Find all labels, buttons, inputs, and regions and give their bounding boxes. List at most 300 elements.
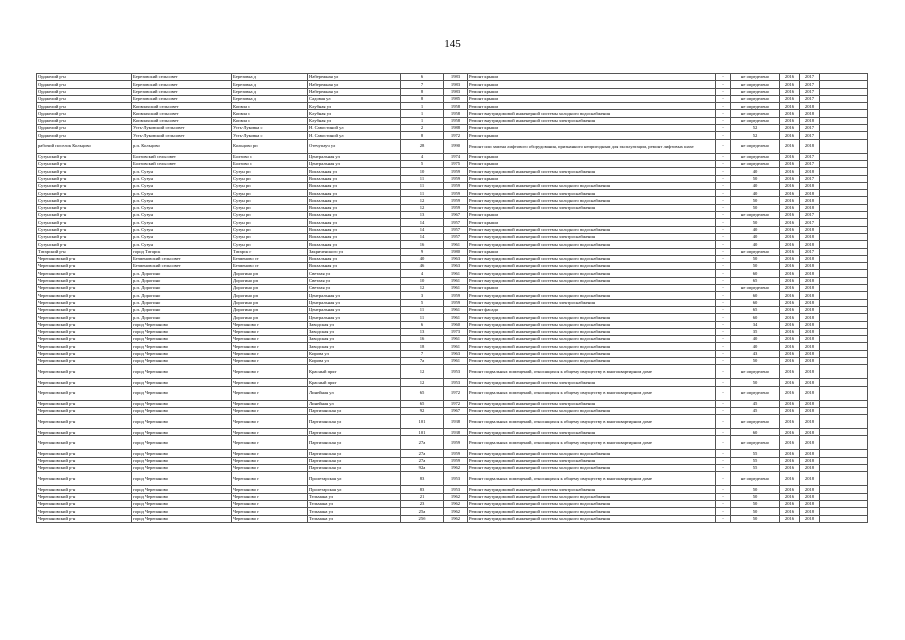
district-cell: Черепановский р-н	[37, 400, 132, 407]
work-type-cell: Ремонт внутридомовой инженерной системы электроснабжения	[468, 233, 716, 240]
municipality-cell: р.п. Сузун	[132, 197, 232, 204]
street-cell: Партизанская ул	[308, 407, 401, 414]
house-number-cell: 12	[401, 285, 444, 292]
street-cell: Центральная ул	[308, 306, 401, 313]
work-type-cell: Ремонт крыши	[468, 160, 716, 167]
table-row	[37, 515, 868, 522]
mark-cell: -	[716, 508, 731, 515]
build-year-cell: 1967	[444, 212, 468, 219]
build-year-cell: 1961	[444, 306, 468, 313]
locality-cell: Черепаново г	[232, 450, 308, 457]
start-year-cell: 2016	[780, 190, 800, 197]
build-year-cell: 1972	[444, 400, 468, 407]
empty-cell	[820, 125, 868, 132]
empty-cell	[820, 95, 868, 102]
district-cell: Сузунский р-н	[37, 168, 132, 175]
empty-cell	[820, 306, 868, 313]
municipality-cell: р.п. Дорогино	[132, 270, 232, 277]
house-number-cell: 83	[401, 486, 444, 493]
cost-cell: 55	[731, 465, 780, 472]
cost-cell: 60	[731, 314, 780, 321]
empty-cell	[820, 472, 868, 486]
start-year-cell: 2016	[780, 292, 800, 299]
table-row	[37, 74, 868, 81]
work-type-cell: Ремонт внутридомовой инженерной системы холодного водоснабжения	[468, 508, 716, 515]
table-row	[37, 160, 868, 167]
municipality-cell: р.п. Дорогино	[132, 306, 232, 313]
build-year-cell: 1972	[444, 132, 468, 139]
end-year-cell: 2018	[800, 117, 820, 124]
municipality-cell: город Черепаново	[132, 415, 232, 429]
table-row	[37, 277, 868, 284]
street-cell: Кирова ул	[308, 357, 401, 364]
build-year-cell: 1959	[444, 292, 468, 299]
municipality-cell: город Черепаново	[132, 400, 232, 407]
empty-cell	[820, 314, 868, 321]
table-row	[37, 429, 868, 436]
locality-cell: Черепаново г	[232, 386, 308, 400]
locality-cell: Сузун рп	[232, 190, 308, 197]
locality-cell: Черепаново г	[232, 336, 308, 343]
house-number-cell: 40	[401, 255, 444, 262]
district-cell: Сузунский р-н	[37, 160, 132, 167]
build-year-cell: 1961	[444, 343, 468, 350]
house-number-cell: 2	[401, 125, 444, 132]
mark-cell: -	[716, 139, 731, 153]
table-row	[37, 110, 868, 117]
cost-cell: не определено	[731, 117, 780, 124]
locality-cell: Черепаново г	[232, 465, 308, 472]
municipality-cell: Березовский сельсовет	[132, 74, 232, 81]
end-year-cell: 2018	[800, 299, 820, 306]
district-cell: Сузунский р-н	[37, 233, 132, 240]
cost-cell: не определено	[731, 103, 780, 110]
start-year-cell: 2016	[780, 74, 800, 81]
house-number-cell: 8	[401, 95, 444, 102]
locality-cell: Черепаново г	[232, 350, 308, 357]
district-cell: Сузунский р-н	[37, 190, 132, 197]
district-cell: Черепановский р-н	[37, 343, 132, 350]
district-cell: рабочий поселок Кольцово	[37, 139, 132, 153]
table-row	[37, 263, 868, 270]
locality-cell: Безменово ст	[232, 263, 308, 270]
end-year-cell: 2018	[800, 429, 820, 436]
municipality-cell: Усть-Луковский сельсовет	[132, 125, 232, 132]
build-year-cell: 1953	[444, 472, 468, 486]
municipality-cell: город Татарск	[132, 248, 232, 255]
district-cell: Черепановский р-н	[37, 299, 132, 306]
table-row	[37, 248, 868, 255]
street-cell: Вокзальная ул	[308, 175, 401, 182]
table-row	[37, 365, 868, 379]
mark-cell: -	[716, 343, 731, 350]
district-cell: Черепановский р-н	[37, 407, 132, 414]
build-year-cell: 1961	[444, 270, 468, 277]
end-year-cell: 2018	[800, 350, 820, 357]
locality-cell: Черепаново г	[232, 429, 308, 436]
empty-cell	[820, 168, 868, 175]
street-cell: Отечупауч ул	[308, 139, 401, 153]
empty-cell	[820, 486, 868, 493]
house-number-cell: 12	[401, 365, 444, 379]
work-type-cell: Ремонт крыши	[468, 132, 716, 139]
end-year-cell: 2018	[800, 508, 820, 515]
street-cell: Партизанская ул	[308, 415, 401, 429]
locality-cell: Усть-Луковка с	[232, 132, 308, 139]
table-row	[37, 486, 868, 493]
locality-cell: Сузун рп	[232, 241, 308, 248]
cost-cell: 35	[731, 328, 780, 335]
street-cell: Клубная ул	[308, 103, 401, 110]
district-cell: Черепановский р-н	[37, 321, 132, 328]
locality-cell: Черепаново г	[232, 436, 308, 450]
build-year-cell: 1975	[444, 160, 468, 167]
cost-cell: не определено	[731, 285, 780, 292]
district-cell: Черепановский р-н	[37, 465, 132, 472]
street-cell: Светлая ул	[308, 285, 401, 292]
table-row	[37, 299, 868, 306]
table-row	[37, 306, 868, 313]
cost-cell: не определено	[731, 74, 780, 81]
work-type-cell: Ремонт внутридомовой инженерной системы холодного водоснабжения	[468, 241, 716, 248]
start-year-cell: 2016	[780, 450, 800, 457]
street-cell: Н. Савостиной ул	[308, 132, 401, 139]
street-cell: Партизанская ул	[308, 436, 401, 450]
municipality-cell: Копвлахский сельсовет	[132, 110, 232, 117]
mark-cell: -	[716, 125, 731, 132]
municipality-cell: Усть-Луковский сельсовет	[132, 132, 232, 139]
municipality-cell: город Черепаново	[132, 429, 232, 436]
work-type-cell: Ремонт внутридомовой инженерной системы холодного водоснабжения	[468, 328, 716, 335]
municipality-cell: Болтовский сельсовет	[132, 160, 232, 167]
work-type-cell: Ремонт внутридомовой инженерной системы электроснабжения	[468, 190, 716, 197]
end-year-cell: 2018	[800, 270, 820, 277]
cost-cell: 50	[731, 493, 780, 500]
build-year-cell: 1960	[444, 321, 468, 328]
street-cell: Партизанская ул	[308, 429, 401, 436]
table-row	[37, 182, 868, 189]
locality-cell: Дорогино рп	[232, 270, 308, 277]
street-cell: Тельмана ул	[308, 500, 401, 507]
end-year-cell: 2018	[800, 365, 820, 379]
mark-cell: -	[716, 515, 731, 522]
house-number-cell: 16	[401, 336, 444, 343]
end-year-cell: 2018	[800, 493, 820, 500]
start-year-cell: 2016	[780, 400, 800, 407]
cost-cell: не определено	[731, 110, 780, 117]
mark-cell: -	[716, 328, 731, 335]
mark-cell: -	[716, 429, 731, 436]
table-row	[37, 508, 868, 515]
start-year-cell: 2016	[780, 241, 800, 248]
locality-cell: Дорогино рп	[232, 292, 308, 299]
cost-cell: 50	[731, 508, 780, 515]
locality-cell: Черепаново г	[232, 328, 308, 335]
build-year-cell: 1973	[444, 328, 468, 335]
house-number-cell: 14	[401, 219, 444, 226]
start-year-cell: 2016	[780, 314, 800, 321]
mark-cell: -	[716, 226, 731, 233]
build-year-cell: 1967	[444, 407, 468, 414]
municipality-cell: р.п. Дорогино	[132, 299, 232, 306]
district-cell: Татарский р-н	[37, 248, 132, 255]
street-cell: Набережная ул	[308, 74, 401, 81]
mark-cell: -	[716, 190, 731, 197]
empty-cell	[820, 139, 868, 153]
table-row	[37, 379, 868, 386]
table-row	[37, 314, 868, 321]
end-year-cell: 2017	[800, 212, 820, 219]
empty-cell	[820, 407, 868, 414]
mark-cell: -	[716, 357, 731, 364]
start-year-cell: 2016	[780, 407, 800, 414]
empty-cell	[820, 429, 868, 436]
table-row	[37, 357, 868, 364]
work-type-cell: Ремонт подвальных помещений, относящихся к общему имуществу в многоквартирном доме	[468, 365, 716, 379]
locality-cell: Черепаново г	[232, 500, 308, 507]
mark-cell: -	[716, 153, 731, 160]
end-year-cell: 2017	[800, 248, 820, 255]
locality-cell: Кольцово рп	[232, 139, 308, 153]
street-cell: Вокзальная ул	[308, 190, 401, 197]
start-year-cell: 2016	[780, 88, 800, 95]
district-cell: Орджелий р-н	[37, 88, 132, 95]
locality-cell: Черепаново г	[232, 508, 308, 515]
street-cell: Красный пркт	[308, 365, 401, 379]
street-cell: Вокзальная ул	[308, 197, 401, 204]
work-type-cell: Ремонт внутридомовой инженерной системы холодного водоснабжения	[468, 270, 716, 277]
start-year-cell: 2016	[780, 125, 800, 132]
house-number-cell: 11	[401, 314, 444, 321]
mark-cell: -	[716, 95, 731, 102]
mark-cell: -	[716, 175, 731, 182]
district-cell: Черепановский р-н	[37, 500, 132, 507]
start-year-cell: 2016	[780, 197, 800, 204]
house-number-cell: 11	[401, 182, 444, 189]
cost-cell: не определено	[731, 81, 780, 88]
empty-cell	[820, 336, 868, 343]
cost-cell: 65	[731, 277, 780, 284]
district-cell: Орджелий р-н	[37, 103, 132, 110]
district-cell: Орджелий р-н	[37, 125, 132, 132]
start-year-cell: 2016	[780, 472, 800, 486]
end-year-cell: 2018	[800, 343, 820, 350]
start-year-cell: 2016	[780, 263, 800, 270]
cost-cell: не определено	[731, 472, 780, 486]
municipality-cell: р.п. Дорогино	[132, 277, 232, 284]
house-number-cell: 13	[401, 212, 444, 219]
table-row	[37, 500, 868, 507]
empty-cell	[820, 153, 868, 160]
work-type-cell: Ремонт внутридомовой инженерной системы холодного водоснабжения	[468, 321, 716, 328]
district-cell: Орджелий р-н	[37, 110, 132, 117]
mark-cell: -	[716, 314, 731, 321]
repair-registry-table	[36, 73, 868, 523]
district-cell: Орджелий р-н	[37, 74, 132, 81]
mark-cell: -	[716, 415, 731, 429]
street-cell: Центральная ул	[308, 160, 401, 167]
municipality-cell: р.п. Дорогино	[132, 314, 232, 321]
table-row	[37, 493, 868, 500]
start-year-cell: 2016	[780, 379, 800, 386]
start-year-cell: 2016	[780, 357, 800, 364]
table-row	[37, 219, 868, 226]
municipality-cell: город Черепаново	[132, 486, 232, 493]
house-number-cell: 11	[401, 190, 444, 197]
house-number-cell: 92а	[401, 465, 444, 472]
empty-cell	[820, 132, 868, 139]
municipality-cell: р.п. Кольцово	[132, 139, 232, 153]
table-row	[37, 139, 868, 153]
municipality-cell: р.п. Сузун	[132, 190, 232, 197]
build-year-cell: 1990	[444, 139, 468, 153]
district-cell: Черепановский р-н	[37, 508, 132, 515]
build-year-cell: 1972	[444, 386, 468, 400]
empty-cell	[820, 379, 868, 386]
locality-cell: Черепаново г	[232, 493, 308, 500]
street-cell: Светлая ул	[308, 277, 401, 284]
house-number-cell: 28	[401, 139, 444, 153]
empty-cell	[820, 292, 868, 299]
municipality-cell: город Черепаново	[132, 500, 232, 507]
mark-cell: -	[716, 277, 731, 284]
cost-cell: 60	[731, 270, 780, 277]
empty-cell	[820, 233, 868, 240]
work-type-cell: Ремонт фасада	[468, 306, 716, 313]
end-year-cell: 2017	[800, 74, 820, 81]
street-cell: Закриченского ул	[308, 248, 401, 255]
empty-cell	[820, 81, 868, 88]
cost-cell: 50	[731, 486, 780, 493]
street-cell: Вокзальная ул	[308, 255, 401, 262]
district-cell: Черепановский р-н	[37, 379, 132, 386]
table-row	[37, 350, 868, 357]
district-cell: Черепановский р-н	[37, 270, 132, 277]
mark-cell: -	[716, 233, 731, 240]
work-type-cell: Ремонт внутридомовой инженерной системы холодного водоснабжения	[468, 197, 716, 204]
district-cell: Орджелий р-н	[37, 132, 132, 139]
district-cell: Черепановский р-н	[37, 350, 132, 357]
end-year-cell: 2018	[800, 110, 820, 117]
start-year-cell: 2016	[780, 95, 800, 102]
house-number-cell: 5	[401, 299, 444, 306]
house-number-cell: 27а	[401, 436, 444, 450]
work-type-cell: Ремонт внутридомовой инженерной системы электроснабжения	[468, 117, 716, 124]
house-number-cell: 12	[401, 204, 444, 211]
start-year-cell: 2016	[780, 270, 800, 277]
start-year-cell: 2016	[780, 160, 800, 167]
street-cell: Вокзальная ул	[308, 226, 401, 233]
work-type-cell: Ремонт крыши	[468, 219, 716, 226]
mark-cell: -	[716, 350, 731, 357]
mark-cell: -	[716, 255, 731, 262]
table-row	[37, 292, 868, 299]
locality-cell: Черепаново г	[232, 457, 308, 464]
work-type-cell: Ремонт внутридомовой инженерной системы холодного водоснабжения	[468, 515, 716, 522]
street-cell: Кирова ул	[308, 350, 401, 357]
municipality-cell: р.п. Сузун	[132, 168, 232, 175]
mark-cell: -	[716, 292, 731, 299]
mark-cell: -	[716, 160, 731, 167]
end-year-cell: 2018	[800, 321, 820, 328]
house-number-cell: 9	[401, 248, 444, 255]
municipality-cell: р.п. Дорогино	[132, 292, 232, 299]
end-year-cell: 2018	[800, 263, 820, 270]
house-number-cell: 8	[401, 132, 444, 139]
street-cell: Партизанская ул	[308, 465, 401, 472]
build-year-cell: 1959	[444, 450, 468, 457]
locality-cell: Дорогино рп	[232, 306, 308, 313]
start-year-cell: 2016	[780, 255, 800, 262]
start-year-cell: 2016	[780, 321, 800, 328]
end-year-cell: 2018	[800, 241, 820, 248]
empty-cell	[820, 500, 868, 507]
cost-cell: не определено	[731, 139, 780, 153]
page-number: 145	[444, 38, 461, 50]
cost-cell: 50	[731, 175, 780, 182]
municipality-cell: город Черепаново	[132, 357, 232, 364]
municipality-cell: город Черепаново	[132, 472, 232, 486]
district-cell: Сузунский р-н	[37, 226, 132, 233]
municipality-cell: р.п. Сузун	[132, 175, 232, 182]
street-cell: Пролетарская ул	[308, 472, 401, 486]
work-type-cell: Ремонт внутридомовой инженерной системы холодного водоснабжения	[468, 255, 716, 262]
end-year-cell: 2018	[800, 292, 820, 299]
mark-cell: -	[716, 88, 731, 95]
table-row	[37, 103, 868, 110]
house-number-cell: 101	[401, 415, 444, 429]
locality-cell: Сузун рп	[232, 175, 308, 182]
district-cell: Черепановский р-н	[37, 365, 132, 379]
cost-cell: 45	[731, 400, 780, 407]
locality-cell: Сузун рп	[232, 168, 308, 175]
mark-cell: -	[716, 386, 731, 400]
municipality-cell: р.п. Сузун	[132, 226, 232, 233]
empty-cell	[820, 117, 868, 124]
house-number-cell: 11	[401, 175, 444, 182]
start-year-cell: 2016	[780, 285, 800, 292]
street-cell: Партизанская ул	[308, 457, 401, 464]
municipality-cell: город Черепаново	[132, 350, 232, 357]
district-cell: Черепановский р-н	[37, 263, 132, 270]
cost-cell: не определено	[731, 95, 780, 102]
street-cell: Клубная ул	[308, 117, 401, 124]
build-year-cell: 1985	[444, 95, 468, 102]
house-number-cell: 1	[401, 117, 444, 124]
end-year-cell: 2018	[800, 306, 820, 313]
district-cell: Черепановский р-н	[37, 386, 132, 400]
build-year-cell: 1959	[444, 190, 468, 197]
street-cell: Красный пркт	[308, 379, 401, 386]
house-number-cell: 13	[401, 328, 444, 335]
house-number-cell: 27а	[401, 457, 444, 464]
house-number-cell: 18	[401, 343, 444, 350]
locality-cell: Березовка д	[232, 95, 308, 102]
start-year-cell: 2016	[780, 132, 800, 139]
start-year-cell: 2016	[780, 248, 800, 255]
work-type-cell: Ремонт внутридомовой инженерной системы холодного водоснабжения	[468, 450, 716, 457]
build-year-cell: 1962	[444, 500, 468, 507]
build-year-cell: 1953	[444, 379, 468, 386]
start-year-cell: 2016	[780, 204, 800, 211]
locality-cell: Черепаново г	[232, 515, 308, 522]
end-year-cell: 2018	[800, 204, 820, 211]
district-cell: Сузунский р-н	[37, 204, 132, 211]
street-cell: Тельмана ул	[308, 493, 401, 500]
build-year-cell: 1983	[444, 81, 468, 88]
district-cell: Черепановский р-н	[37, 314, 132, 321]
municipality-cell: город Черепаново	[132, 343, 232, 350]
